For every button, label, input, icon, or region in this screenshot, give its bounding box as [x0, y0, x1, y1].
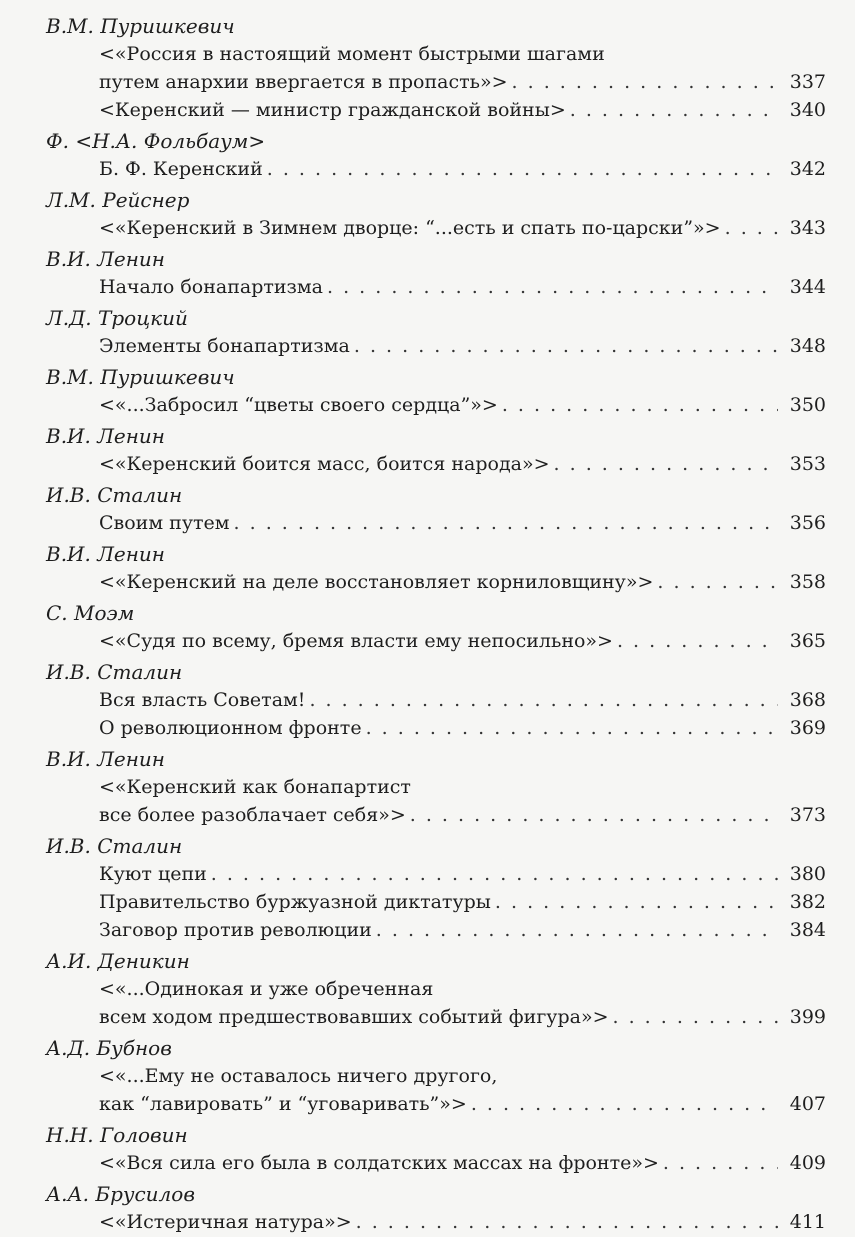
entry-title-line: Элементы бонапартизма	[99, 335, 350, 357]
page-number: 337	[789, 71, 826, 93]
toc-author-group	[46, 243, 826, 301]
page-number: 348	[789, 335, 826, 357]
author-name: И.В. Сталин	[46, 660, 183, 684]
page-number: 358	[789, 571, 826, 593]
entry-row	[99, 96, 826, 124]
author-name: С. Моэм	[46, 601, 135, 625]
toc-entry[interactable]	[99, 860, 826, 888]
toc-entry[interactable]	[99, 214, 826, 242]
page-number: 356	[789, 512, 826, 534]
toc-author-group	[46, 743, 826, 829]
toc-entry[interactable]	[99, 332, 826, 360]
toc-entry[interactable]	[99, 1208, 826, 1236]
entry-title-line: все более разоблачает себя»>	[99, 804, 406, 826]
toc-entry[interactable]	[99, 1062, 826, 1118]
toc-entry[interactable]	[99, 96, 826, 124]
author-name: В.М. Пуришкевич	[46, 365, 235, 389]
author-name: И.В. Сталин	[46, 483, 183, 507]
entry-title-line: как “лавировать” и “уговаривать”»>	[99, 1093, 467, 1115]
entry-row	[99, 1090, 826, 1118]
entry-row	[99, 1208, 826, 1236]
toc-author-group	[46, 830, 826, 944]
entry-title-line: Начало бонапартизма	[99, 276, 324, 298]
toc-author-group	[46, 1032, 826, 1118]
leader-dots	[234, 509, 778, 537]
toc-entry[interactable]	[99, 714, 826, 742]
leader-dots	[376, 916, 778, 944]
leader-dots	[725, 214, 778, 242]
page-number: 344	[789, 276, 826, 298]
entry-title-line: Заговор против революции	[99, 919, 372, 941]
leader-dots	[512, 68, 778, 96]
toc-entry[interactable]	[99, 1149, 826, 1177]
toc-entry[interactable]	[99, 509, 826, 537]
leader-dots	[471, 1090, 778, 1118]
page-number: 340	[789, 99, 826, 121]
entry-row	[99, 627, 826, 655]
entry-row	[99, 214, 826, 242]
author-name: В.И. Ленин	[46, 542, 165, 566]
entry-row	[99, 801, 826, 829]
toc-entry[interactable]	[99, 773, 826, 829]
entry-title-line: всем ходом предшествовавших событий фигура»>	[99, 1006, 609, 1028]
entry-row	[99, 332, 826, 360]
entry-row	[99, 686, 826, 714]
page-number: 373	[789, 804, 826, 826]
toc-entry[interactable]	[99, 273, 826, 301]
toc-entry[interactable]	[99, 391, 826, 419]
toc-author-group	[46, 420, 826, 478]
toc-entry[interactable]	[99, 888, 826, 916]
entry-row	[99, 714, 826, 742]
author-name: Ф. <Н.А. Фольбаум>	[46, 129, 266, 153]
toc-entry[interactable]	[99, 686, 826, 714]
entry-title-line: Правительство буржуазной диктатуры	[99, 891, 491, 913]
entry-title-line: <«Россия в настоящий момент быстрыми шагами	[99, 43, 605, 65]
page-number: 353	[789, 453, 826, 475]
leader-dots	[309, 686, 778, 714]
entry-title-line: <«Керенский на деле восстановляет корниловщину»>	[99, 571, 654, 593]
author-name: В.И. Ленин	[46, 247, 165, 271]
toc-entry[interactable]	[99, 916, 826, 944]
author-name: В.И. Ленин	[46, 747, 165, 771]
entry-row	[99, 273, 826, 301]
leader-dots	[495, 888, 778, 916]
page-number: 369	[789, 717, 826, 739]
entry-title-line: <Керенский — министр гражданской войны>	[99, 99, 566, 121]
page-number: 411	[789, 1211, 826, 1233]
entry-title-line: <«Истеричная натура»>	[99, 1211, 352, 1233]
entry-row	[99, 860, 826, 888]
leader-dots	[554, 450, 778, 478]
entry-title-line: <«Керенский как бонапартист	[99, 776, 411, 798]
author-name: В.И. Ленин	[46, 424, 165, 448]
author-name: А.Д. Бубнов	[46, 1036, 172, 1060]
leader-dots	[410, 801, 778, 829]
entry-title-line: <«Вся сила его была в солдатских массах на фронте»>	[99, 1152, 659, 1174]
entry-title-line: Своим путем	[99, 512, 230, 534]
toc-author-group	[46, 10, 826, 124]
page-number: 399	[789, 1006, 826, 1028]
page-number: 365	[789, 630, 826, 652]
entry-title-line: О революционном фронте	[99, 717, 362, 739]
author-name: В.М. Пуришкевич	[46, 14, 235, 38]
page-number: 342	[789, 158, 826, 180]
entry-row	[99, 888, 826, 916]
entry-row	[99, 391, 826, 419]
toc-author-group	[46, 125, 826, 183]
entry-title-line: путем анархии ввергается в пропасть»>	[99, 71, 508, 93]
author-name: Н.Н. Головин	[46, 1123, 188, 1147]
entry-title-line: Куют цепи	[99, 863, 207, 885]
leader-dots	[211, 860, 778, 888]
entry-row	[99, 1149, 826, 1177]
entry-row	[99, 509, 826, 537]
toc-author-group	[46, 945, 826, 1031]
leader-dots	[267, 155, 778, 183]
leader-dots	[354, 332, 778, 360]
author-name: И.В. Сталин	[46, 834, 183, 858]
leader-dots	[663, 1149, 778, 1177]
page-number: 350	[789, 394, 826, 416]
author-name: Л.Д. Троцкий	[46, 306, 188, 330]
toc-author-group	[46, 479, 826, 537]
leader-dots	[613, 1003, 778, 1031]
leader-dots	[366, 714, 778, 742]
entry-title-line: <«...Одинокая и уже обреченная	[99, 978, 434, 1000]
entry-title-line: <«...Ему не оставалось ничего другого,	[99, 1065, 498, 1087]
leader-dots	[327, 273, 778, 301]
leader-dots	[617, 627, 778, 655]
toc-author-group	[46, 597, 826, 655]
toc-author-group	[46, 184, 826, 242]
toc-author-group	[46, 302, 826, 360]
entry-row	[99, 68, 826, 96]
author-name: А.А. Брусилов	[46, 1182, 195, 1206]
leader-dots	[356, 1208, 778, 1236]
toc-entry[interactable]	[99, 450, 826, 478]
entry-title-line: <«Судя по всему, бремя власти ему непосильно»>	[99, 630, 613, 652]
page-number: 382	[789, 891, 826, 913]
toc-author-group	[46, 361, 826, 419]
entry-row	[99, 568, 826, 596]
page-number: 368	[789, 689, 826, 711]
page-number: 384	[789, 919, 826, 941]
toc-entry[interactable]	[99, 627, 826, 655]
entry-row	[99, 155, 826, 183]
entry-title-line: <«...Забросил “цветы своего сердца”»>	[99, 394, 498, 416]
entry-row	[99, 916, 826, 944]
page-number: 343	[789, 217, 826, 239]
toc-entry[interactable]	[99, 40, 826, 96]
entry-title-line: Вся власть Советам!	[99, 689, 306, 711]
entry-title-line: <«Керенский в Зимнем дворце: “...есть и спать по-царски”»>	[99, 217, 721, 239]
toc-author-group	[46, 656, 826, 742]
table-of-contents	[46, 10, 826, 1237]
page-number: 380	[789, 863, 826, 885]
toc-entry[interactable]	[99, 975, 826, 1031]
entry-row	[99, 1003, 826, 1031]
author-name: А.И. Деникин	[46, 949, 190, 973]
leader-dots	[502, 391, 778, 419]
toc-author-group	[46, 1119, 826, 1177]
toc-entry[interactable]	[99, 155, 826, 183]
page-number: 409	[789, 1152, 826, 1174]
leader-dots	[657, 568, 778, 596]
leader-dots	[570, 96, 778, 124]
toc-author-group	[46, 1178, 826, 1236]
toc-author-group	[46, 538, 826, 596]
entry-title-line: <«Керенский боится масс, боится народа»>	[99, 453, 550, 475]
entry-row	[99, 450, 826, 478]
entry-title-line: Б. Ф. Керенский	[99, 158, 263, 180]
author-name: Л.М. Рейснер	[46, 188, 190, 212]
page-number: 407	[789, 1093, 826, 1115]
toc-entry[interactable]	[99, 568, 826, 596]
